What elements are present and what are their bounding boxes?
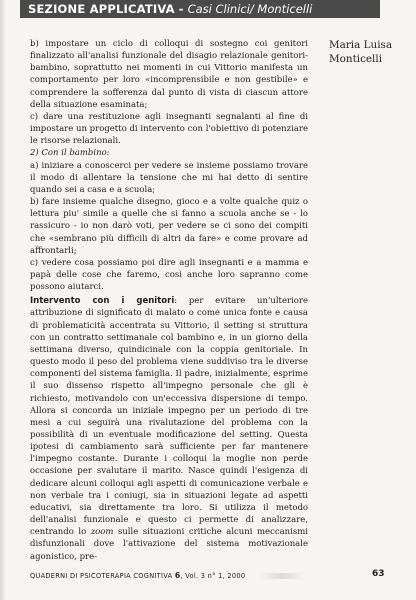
journal-volume: , Vol. 3 n° 1, 2000 [180, 572, 246, 580]
subheading: 2) Con il bambino: [30, 148, 110, 159]
journal-footer [30, 571, 245, 580]
running-header [20, 0, 380, 18]
bleed-through-mark [258, 573, 306, 579]
article-body [30, 38, 308, 563]
page-number: 63 [372, 569, 385, 579]
journal-title: QUADERNI DI PSICOTERAPIA COGNITIVA [30, 572, 175, 580]
author-name [329, 38, 409, 66]
paragraph: a) iniziare a conoscerci per vedere se insieme possiamo trovare il modo di allentare la tensione che mi hai detto di sentire quando sei a casa e a scuola; [30, 160, 308, 195]
header-section-title: SEZIONE APPLICATIVA [28, 2, 175, 16]
paragraph [30, 295, 308, 562]
paragraph-lead-in: Intervento con i genitori [30, 296, 175, 307]
paragraph: c) vedere cosa possiamo poi dire agli insegnanti e a mamma e papà delle cose che faremo, così anche loro sapranno come possono aiutarci. [30, 257, 308, 293]
page-edge-shadow [0, 0, 6, 600]
paragraph: b) fare insieme qualche disegno, gioco e a volte qualche quiz o lettura piu' simile a quelle che si fanno a scuola anche se - lo rassicuro - io non darò voti, per vedere se ci sono dei compiti che «sembrano più difficili di altri da fare» e come provare ad affrontarli; [30, 197, 308, 256]
paragraph-text: : per evitare un'ulteriore attribuzione di significato di malato o come unica fonte e causa di problematicità accentrata su Vittorio, il setting si struttura con un contratto settimanale col bambino e, in un giorno della settimana diverso, quindicinale con la coppia genitoriale. In questo modo il peso del problema viene suddiviso tra le diverse componenti del sistema famiglia. Il padre, inizialmente, esprime il suo dissenso rispetto all'impegno personale che gli è richiesto, motivandolo con un'eccessiva dispersione di tempo. Allora si concorda un iniziale impegno per un periodo di tre mesi a cui seguirà una rivalutazione del problema con la possibilità di un eventuale modificazione del setting. Questa ipotesi di cambiamento sarà sufficiente per far mantenere l'impegno costante. Durante i colloqui la moglie non perde occasione per svalutare il marito. Nasce quindi l'esigenza di dedicare alcuni colloqui agli aspetti di comunicazione verbale e non verbale tra i coniugi, sia in situazioni legate ad aspetti educativi, sia direttamente tra loro. Si utilizza il metodo dell'analisi funzionale e questo ci permette di analizzare, centrando lo [30, 296, 308, 538]
paragraph: b) impostare un ciclo di colloqui di sostegno coi genitori finalizzato all'analisi funzionale del disagio relazionale genitori-bambino, soprattutto nei momenti in cui Vittorio manifesta un comportamento per loro «incomprensibile e non gestibile» e comprendere la sofferenza dal punto di vista di ciascun attore della situazione esaminata; [30, 39, 308, 110]
header-separator: - [174, 2, 188, 16]
journal-issue-number: 6 [174, 571, 181, 580]
author-last-name: Monticelli [329, 53, 383, 65]
paragraph-text: sulle situazioni critiche alcuni meccanismi disfunzionali dove l'attivazione del sistema motivazionale agonistico, pre- [30, 527, 308, 562]
paragraph: c) dare una restituzione agli insegnanti segnalanti al fine di impostare un progetto di intervento con l'obiettivo di potenziare le risorse relazionali. [30, 111, 308, 147]
emphasized-term: zoom [90, 527, 114, 538]
header-subtitle: Casi Clinici/ Monticelli [187, 2, 313, 16]
author-first-name: Maria Luisa [329, 39, 393, 51]
